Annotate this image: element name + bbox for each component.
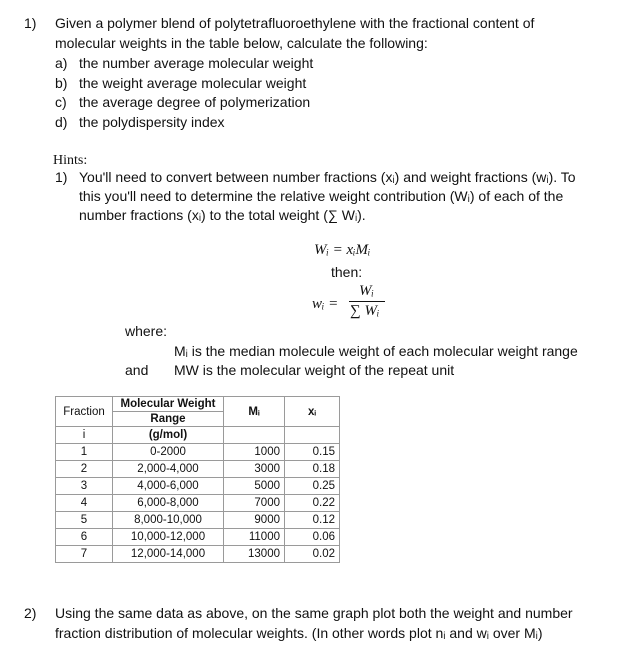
row-i: 3	[56, 478, 113, 495]
q1-item-c-letter: c)	[55, 94, 67, 110]
table-row	[56, 512, 340, 529]
equation-weight-fraction-numerator: Wᵢ	[359, 283, 374, 299]
row-xi: 0.15	[285, 444, 340, 461]
row-xi: 0.22	[285, 495, 340, 512]
header-mi: Mᵢ	[224, 397, 285, 427]
row-mi: 1000	[224, 444, 285, 461]
fraction-bar	[349, 301, 385, 302]
hint1-line3: number fractions (xᵢ) to the total weight (∑ Wᵢ).	[79, 207, 366, 223]
row-range: 10,000-12,000	[113, 529, 224, 546]
row-xi: 0.25	[285, 478, 340, 495]
row-range: 2,000-4,000	[113, 461, 224, 478]
where-line1: Mᵢ is the median molecule weight of each molecular weight range	[174, 343, 578, 359]
row-mi: 13000	[224, 546, 285, 563]
where-line2: MW is the molecular weight of the repeat unit	[174, 362, 455, 378]
table-row	[56, 495, 340, 512]
and-label: and	[125, 362, 149, 378]
table-row	[56, 444, 340, 461]
q1-text-line1: Given a polymer blend of polytetrafluoroethylene with the fractional content of	[55, 15, 535, 31]
row-range: 8,000-10,000	[113, 512, 224, 529]
header-i: i	[56, 427, 113, 444]
row-mi: 3000	[224, 461, 285, 478]
table-row	[56, 478, 340, 495]
row-i: 2	[56, 461, 113, 478]
row-range: 4,000-6,000	[113, 478, 224, 495]
hint1-line2: this you'll need to determine the relative weight contribution (Wᵢ) of each of the	[79, 188, 564, 204]
header-fraction: Fraction	[56, 397, 113, 427]
header-mw-line2: Range	[113, 412, 224, 427]
row-i: 4	[56, 495, 113, 512]
where-label: where:	[125, 323, 168, 339]
row-i: 6	[56, 529, 113, 546]
hint1-line1: You'll need to convert between number fractions (xᵢ) and weight fractions (wᵢ). To	[79, 169, 576, 185]
row-i: 5	[56, 512, 113, 529]
q2-number: 2)	[24, 605, 37, 621]
header-mw-line1: Molecular Weight	[113, 397, 224, 412]
q2-line1: Using the same data as above, on the same graph plot both the weight and number	[55, 605, 573, 621]
row-mi: 11000	[224, 529, 285, 546]
row-mi: 5000	[224, 478, 285, 495]
row-range: 12,000-14,000	[113, 546, 224, 563]
equation-weight-fraction-denominator: ∑ Wᵢ	[350, 303, 380, 319]
then-label: then:	[331, 264, 363, 280]
hints-title: Hints:	[53, 153, 88, 168]
equation-weight-contribution: Wᵢ = xᵢMᵢ	[314, 242, 371, 258]
q1-item-d-letter: d)	[55, 114, 68, 130]
equation-weight-fraction-lhs: wᵢ =	[312, 296, 339, 312]
row-range: 0-2000	[113, 444, 224, 461]
table-row	[56, 529, 340, 546]
header-unit: (g/mol)	[113, 427, 224, 444]
table-row	[56, 546, 340, 563]
q1-item-b-text: the weight average molecular weight	[79, 75, 307, 91]
hint1-number: 1)	[55, 169, 68, 185]
q1-text-line2: molecular weights in the table below, calculate the following:	[55, 35, 428, 51]
q1-item-a-text: the number average molecular weight	[79, 55, 314, 71]
row-range: 6,000-8,000	[113, 495, 224, 512]
row-mi: 9000	[224, 512, 285, 529]
header-xi: xᵢ	[285, 397, 340, 427]
q1-number: 1)	[24, 15, 37, 31]
q2-line2: fraction distribution of molecular weights. (In other words plot nᵢ and wᵢ over Mᵢ)	[55, 625, 543, 641]
row-xi: 0.18	[285, 461, 340, 478]
table-row	[56, 461, 340, 478]
row-i: 7	[56, 546, 113, 563]
row-i: 1	[56, 444, 113, 461]
q1-item-c-text: the average degree of polymerization	[79, 94, 311, 110]
q1-item-a-letter: a)	[55, 55, 68, 71]
q1-item-b-letter: b)	[55, 75, 68, 91]
row-mi: 7000	[224, 495, 285, 512]
q1-item-d-text: the polydispersity index	[79, 114, 225, 130]
row-xi: 0.02	[285, 546, 340, 563]
row-xi: 0.12	[285, 512, 340, 529]
molecular-weight-table	[55, 396, 340, 563]
row-xi: 0.06	[285, 529, 340, 546]
